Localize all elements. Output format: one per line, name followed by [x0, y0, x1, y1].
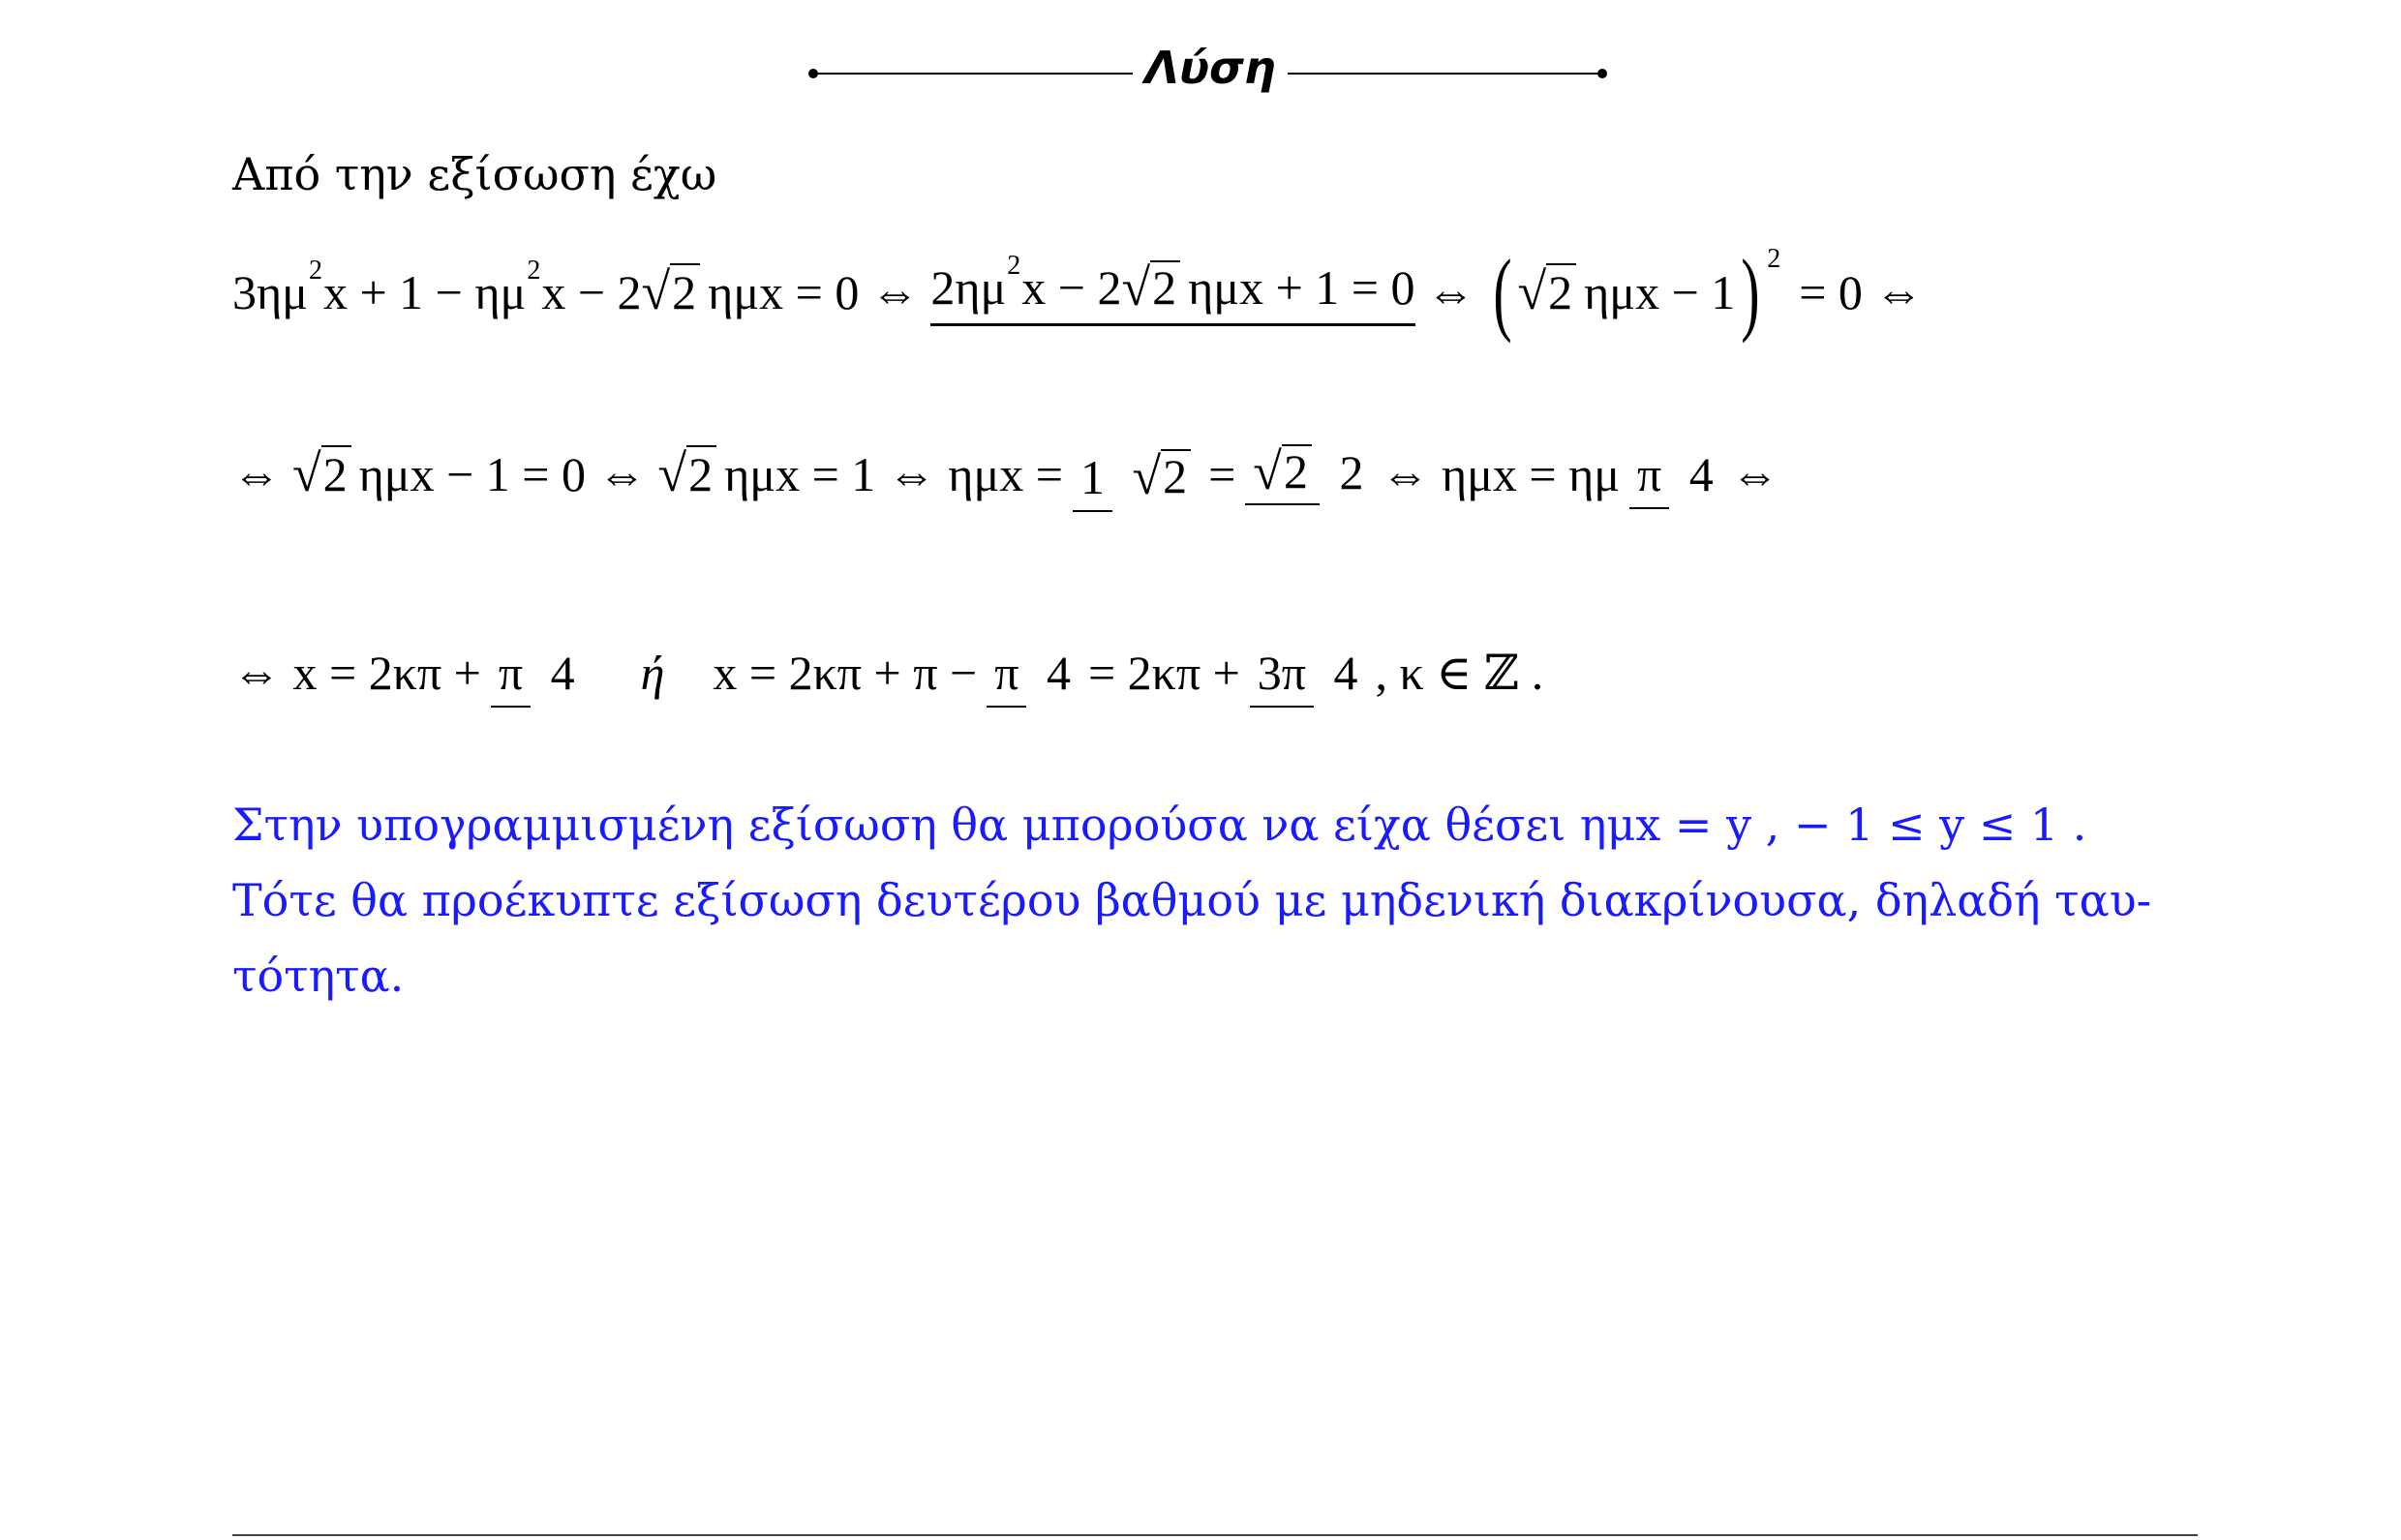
- eq3-frac-2: [987, 645, 1079, 701]
- eq2-s1: ημx − 1 = 0 ⇔: [358, 447, 647, 501]
- eq1-arrow-1: ⇔: [870, 265, 920, 319]
- eq1-p-sqrt: √2: [1517, 264, 1576, 320]
- eq1-term-b: x + 1 − ημ: [322, 265, 527, 319]
- eq3-or: ή: [640, 646, 665, 700]
- intro-text: Από την εξίσωση έχω: [232, 148, 717, 200]
- eq2-f2-num: √ 2: [1245, 444, 1320, 505]
- eq2-lead: ⇔: [232, 447, 281, 501]
- equation-line-2: [232, 402, 1779, 547]
- eq1-term-a: 3ημ: [232, 265, 308, 319]
- eq2-frac-3: [1629, 446, 1721, 502]
- eq1-p-sup: 2: [1767, 244, 1781, 274]
- header-rule-right: [1288, 73, 1602, 75]
- eq2-f1-num: 1: [1073, 450, 1112, 512]
- eq1-paren-open: (: [1492, 239, 1512, 344]
- eq2-sqrt-2: √2: [658, 446, 717, 502]
- eq2-f1-den: √ 2: [1124, 443, 1199, 502]
- eq2-frac-1: [1073, 443, 1199, 505]
- eq3-b: x = 2κπ + π −: [713, 646, 978, 700]
- equation-line-1: [232, 239, 1924, 344]
- eq1-sqrt: √2: [642, 264, 701, 320]
- header-dot-right: [1597, 69, 1607, 78]
- eq1-u1-sup: 2: [1007, 250, 1021, 281]
- eq1-u2: x − 2: [1021, 259, 1122, 315]
- eq1-term-c: x − 2: [541, 265, 642, 319]
- eq2-equals: =: [1208, 447, 1236, 501]
- eq2-f3-num: π: [1629, 447, 1669, 509]
- eq3-frac-1: [491, 645, 583, 701]
- eq3-f2-num: π: [987, 646, 1026, 708]
- eq3-c: = 2κπ +: [1087, 646, 1240, 700]
- eq3-frac-3: [1250, 645, 1366, 701]
- eq1-paren-close: ): [1741, 239, 1760, 344]
- eq3-a: ⇔ x = 2κπ +: [232, 646, 481, 700]
- solution-title: Λύση: [1144, 42, 1276, 94]
- eq2-f3-den: 4: [1688, 447, 1714, 501]
- eq3-f3-den: 4: [1333, 646, 1358, 700]
- footer-rule: [232, 1534, 2198, 1536]
- eq1-term-d: ημx = 0: [708, 265, 860, 319]
- eq1-sup-a: 2: [308, 256, 322, 286]
- eq2-frac-2: [1245, 441, 1371, 505]
- header-rule-left: [813, 73, 1133, 75]
- eq2-tail: ⇔: [1730, 447, 1779, 501]
- eq1-tail: = 0 ⇔: [1799, 265, 1924, 319]
- eq3-f3-num: 3π: [1250, 646, 1314, 708]
- eq1-u1: 2ημ: [930, 259, 1007, 315]
- note-line-2: Τότε θα προέκυπτε εξίσωση δευτέρου βαθμού με μηδενική διακρίνουσα, δηλαδή ταυ-: [232, 874, 2152, 926]
- eq3-f1-den: 4: [550, 646, 575, 700]
- note-line-3: τότητα.: [232, 950, 405, 1002]
- eq1-sup-b: 2: [527, 256, 541, 286]
- underlined-equation: [930, 250, 1415, 326]
- equation-line-3: [232, 610, 1543, 736]
- eq3-tail: , κ ∈ ℤ .: [1375, 646, 1544, 700]
- eq1-arrow-2: ⇔: [1426, 265, 1475, 319]
- eq2-sqrt-1: √2: [292, 446, 351, 502]
- eq1-p-inner: ημx − 1: [1584, 265, 1736, 319]
- eq3-f1-num: π: [491, 646, 531, 708]
- eq1-u-sqrt: √ 2: [1122, 260, 1181, 314]
- eq2-s2: ημx = 1 ⇔ ημx =: [724, 447, 1063, 501]
- note-line-1: Στην υπογραμμισμένη εξίσωση θα μπορούσα να είχα θέσει ημx = y , − 1 ≤ y ≤ 1 .: [232, 799, 2087, 851]
- eq2-f2-den: 2: [1339, 444, 1364, 499]
- eq2-s3: ⇔ ημx = ημ: [1381, 447, 1621, 501]
- eq1-u3: ημx + 1 = 0: [1188, 259, 1415, 315]
- eq3-f2-den: 4: [1046, 646, 1071, 700]
